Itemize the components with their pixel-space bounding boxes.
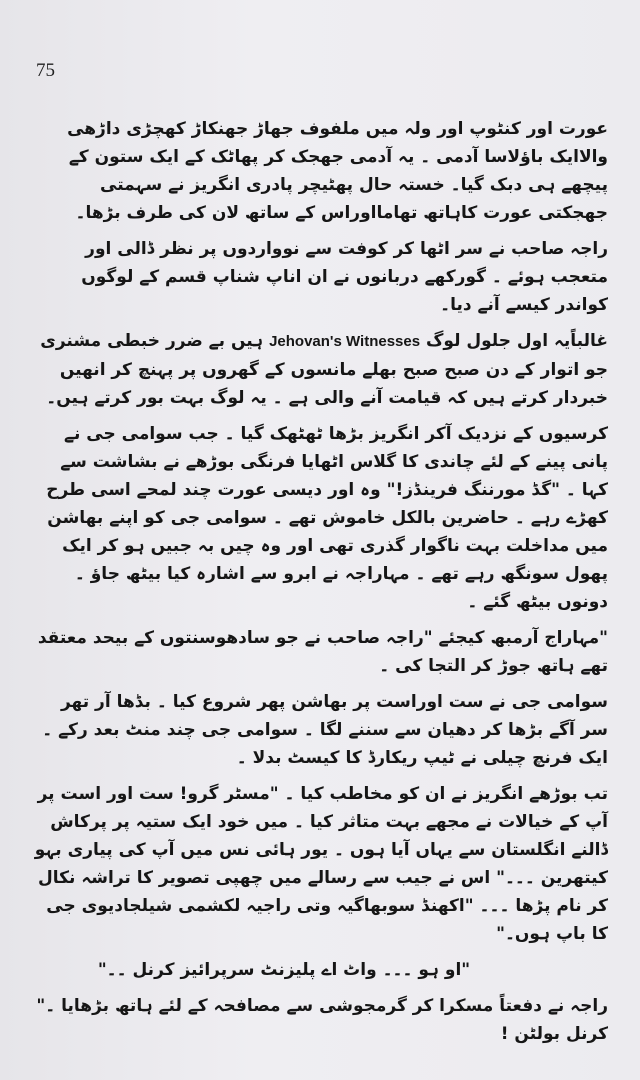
paragraph-9: راجہ نے دفعتاً مسکرا کر گرمجوشی سے مصافحہ کے لئے ہاتھ بڑھایا ۔" کرنل بولٹن ! [36,996,608,1044]
paragraph-4: کرسیوں کے نزدیک آکر انگریز بڑھا ٹھٹھک گیا ۔ جب سوامی جی نے پانی پینے کے لئے چاندی کا گلاس اٹھایا فرنگی بوڑھے نے بشاشت سے کہا ۔ "گڈ مورننگ فرینڈز!" وہ اور دیسی عورت چند لمحے اسی طرح کھڑے رہے ۔ حاضرین بالکل خاموش تھے ۔ سوامی جی کو اپنے بھاشن میں مداخلت بہت ناگوار گذری تھی اور وہ چیں بہ جبیں ہو کر ایک پھول سونگھ رہے تھے ۔ مہاراجہ نے ابرو سے اشارہ کیا بیٹھ جاؤ ۔ دونوں بیٹھ گئے ۔ [46,424,608,612]
paragraph-8: "او ہو ۔۔۔ واٹ اے پلیزنٹ سرپرائیز کرنل ۔۔" [97,960,471,980]
paragraph-3-lead: غالباًیہ اول جلول لوگ [426,331,608,351]
paragraph-7: تب بوڑھے انگریز نے ان کو مخاطب کیا ۔ "مسٹر گرو! ست اور است پر آپ کے خیالات نے مجھے بہت متاثر کیا ۔ میں خود ایک ستیہ پر پرکاش ڈالنے انگلستان سے یہاں آیا ہوں ۔ یور ہائی نس میں آپ کی پیاری بہو کیتھرین ۔۔۔" اس نے جیب سے رسالے میں چھپی تصویر کا تراشہ نکال کر نام پڑھا ۔۔۔ "اکھنڈ سوبھاگیہ وتی راجیہ لکشمی شیلجادیوی جی کا باپ ہوں۔" [34,784,608,944]
paragraph-2: راجہ صاحب نے سر اٹھا کر کوفت سے نوواردوں پر نظر ڈالی اور متعجب ہوئے ۔ گورکھے دربانوں نے ان اناپ شناپ قسم کے لوگوں کواندر کیسے آنے دیا۔ [81,239,608,315]
page-number: 75 [36,60,55,81]
paragraph-3-suffix: ہیں بے ضرر خبطی مشنری [40,331,264,351]
paragraph-5: "مہاراج آرمبھ کیجئے "راجہ صاحب نے جو سادھوسنتوں کے بیحد معتقد تھے ہاتھ جوڑ کر التجا کی ۔ [37,628,608,676]
paragraph-3 [30,327,608,412]
body-text [30,115,608,1056]
paragraph-6: سوامی جی نے ست اوراست پر بھاشن پھر شروع کیا ۔ بڈھا آر تھر سر آگے بڑھا کر دھیان سے سننے لگا ۔ سوامی جی چند منٹ بعد رکے ۔ ایک فرنچ چیلی نے ٹیپ ریکارڈ کا کیسٹ بدلا ۔ [42,692,608,768]
paragraph-1: عورت اور کنٹوپ اور ولہ میں ملفوف جھاڑ جھنکاڑ کھچڑی داڑھی والاایک باؤلاسا آدمی ۔ یہ آدمی جھجک کر پھاٹک کے ایک ستون کے پیچھے ہی دبک گیا۔ خستہ حال پھٹیچر پادری انگریز نے سہمتی جھجکتی عورت کاہاتھ تھامااوراس کے ساتھ لان کی طرف بڑھا۔ [67,119,608,223]
jehovah-witnesses-label: Jehovan's Witnesses [269,333,421,350]
paragraph-3-continued: جو اتوار کے دن صبح صبح بھلے مانسوں کے گھروں پر پہنچ کر انھیں خبردار کرتے ہیں کہ قیامت آنے والی ہے ۔ یہ لوگ بہت بور کرتے ہیں۔ [46,360,608,408]
